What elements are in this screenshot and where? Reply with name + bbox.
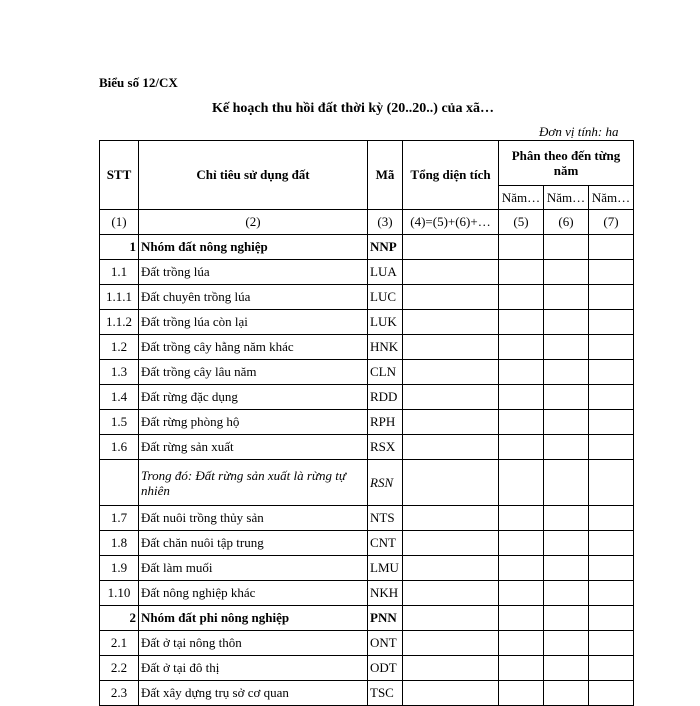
row-year-2 — [544, 285, 589, 310]
row-name: Đất trồng cây hằng năm khác — [139, 335, 368, 360]
row-name: Đất trồng lúa còn lại — [139, 310, 368, 335]
row-year-2 — [544, 506, 589, 531]
col-number: (7) — [589, 210, 634, 235]
header-total-area: Tổng diện tích — [403, 141, 499, 210]
table-row — [100, 506, 634, 531]
row-year-1 — [499, 606, 544, 631]
row-stt: 1.6 — [100, 435, 139, 460]
row-year-2 — [544, 385, 589, 410]
row-stt: 1.9 — [100, 556, 139, 581]
header-year-2: Năm… — [544, 186, 589, 210]
row-code: ODT — [368, 656, 403, 681]
land-recovery-table — [99, 140, 634, 706]
unit-label: Đơn vị tính: ha — [539, 124, 619, 139]
row-year-2 — [544, 335, 589, 360]
row-total — [403, 581, 499, 606]
row-code: HNK — [368, 335, 403, 360]
row-year-2 — [544, 235, 589, 260]
row-year-2 — [544, 435, 589, 460]
row-code: LUA — [368, 260, 403, 285]
row-year-3 — [589, 410, 634, 435]
row-year-1 — [499, 556, 544, 581]
row-stt: 1.1.2 — [100, 310, 139, 335]
row-stt: 2.3 — [100, 681, 139, 706]
table-row — [100, 556, 634, 581]
row-code: NNP — [368, 235, 403, 260]
row-year-3 — [589, 556, 634, 581]
row-total — [403, 285, 499, 310]
table-row — [100, 335, 634, 360]
row-year-1 — [499, 506, 544, 531]
row-stt: 1.5 — [100, 410, 139, 435]
col-number: (1) — [100, 210, 139, 235]
row-stt: 2.2 — [100, 656, 139, 681]
row-code: ONT — [368, 631, 403, 656]
row-year-3 — [589, 681, 634, 706]
table-row — [100, 260, 634, 285]
col-number: (5) — [499, 210, 544, 235]
row-total — [403, 606, 499, 631]
table-row — [100, 235, 634, 260]
row-year-3 — [589, 581, 634, 606]
row-total — [403, 410, 499, 435]
row-year-1 — [499, 581, 544, 606]
row-stt: 1.4 — [100, 385, 139, 410]
row-total — [403, 656, 499, 681]
row-year-1 — [499, 385, 544, 410]
row-name: Đất ở tại đô thị — [139, 656, 368, 681]
row-year-2 — [544, 631, 589, 656]
row-year-1 — [499, 360, 544, 385]
row-stt: 1.3 — [100, 360, 139, 385]
row-year-1 — [499, 410, 544, 435]
row-year-3 — [589, 285, 634, 310]
row-total — [403, 310, 499, 335]
row-code: LUK — [368, 310, 403, 335]
row-stt: 1 — [100, 235, 139, 260]
header-code: Mã — [368, 141, 403, 210]
row-year-1 — [499, 435, 544, 460]
row-stt: 1.8 — [100, 531, 139, 556]
row-year-3 — [589, 335, 634, 360]
document-title: Kế hoạch thu hồi đất thời kỳ (20..20..) của xã… — [212, 101, 494, 116]
row-name: Đất xây dựng trụ sở cơ quan — [139, 681, 368, 706]
row-year-2 — [544, 656, 589, 681]
row-year-3 — [589, 260, 634, 285]
header-indicator: Chỉ tiêu sử dụng đất — [139, 141, 368, 210]
header-year-split: Phân theo đến từng năm — [499, 141, 634, 186]
row-total — [403, 385, 499, 410]
column-number-row — [100, 210, 634, 235]
row-year-1 — [499, 335, 544, 360]
row-year-3 — [589, 310, 634, 335]
row-name: Đất rừng đặc dụng — [139, 385, 368, 410]
table-row — [100, 460, 634, 506]
row-code: RSX — [368, 435, 403, 460]
row-stt: 1.1 — [100, 260, 139, 285]
form-code: Biểu số 12/CX — [99, 75, 178, 90]
row-year-2 — [544, 581, 589, 606]
row-name: Đất chăn nuôi tập trung — [139, 531, 368, 556]
row-year-3 — [589, 631, 634, 656]
row-year-1 — [499, 310, 544, 335]
header-year-1: Năm… — [499, 186, 544, 210]
row-code: CNT — [368, 531, 403, 556]
col-number: (3) — [368, 210, 403, 235]
row-year-1 — [499, 260, 544, 285]
row-stt: 2.1 — [100, 631, 139, 656]
row-year-3 — [589, 385, 634, 410]
row-name: Trong đó: Đất rừng sản xuất là rừng tự nhiên — [139, 460, 368, 506]
row-name: Đất làm muối — [139, 556, 368, 581]
row-name: Đất chuyên trồng lúa — [139, 285, 368, 310]
row-year-3 — [589, 460, 634, 506]
row-year-2 — [544, 531, 589, 556]
row-year-3 — [589, 435, 634, 460]
row-year-1 — [499, 681, 544, 706]
row-name: Đất rừng phòng hộ — [139, 410, 368, 435]
row-year-2 — [544, 606, 589, 631]
row-total — [403, 506, 499, 531]
table-row — [100, 631, 634, 656]
row-code: PNN — [368, 606, 403, 631]
row-stt: 1.2 — [100, 335, 139, 360]
row-total — [403, 631, 499, 656]
row-code: LMU — [368, 556, 403, 581]
table-row — [100, 310, 634, 335]
row-year-2 — [544, 310, 589, 335]
row-total — [403, 681, 499, 706]
row-total — [403, 460, 499, 506]
header-stt: STT — [100, 141, 139, 210]
table-row — [100, 410, 634, 435]
row-name: Đất nuôi trồng thủy sản — [139, 506, 368, 531]
col-number: (4)=(5)+(6)+… — [403, 210, 499, 235]
row-year-2 — [544, 556, 589, 581]
row-name: Đất ở tại nông thôn — [139, 631, 368, 656]
table-row — [100, 360, 634, 385]
row-code: RDD — [368, 385, 403, 410]
row-year-2 — [544, 460, 589, 506]
row-name: Nhóm đất phi nông nghiệp — [139, 606, 368, 631]
row-total — [403, 335, 499, 360]
row-year-2 — [544, 260, 589, 285]
row-total — [403, 360, 499, 385]
row-year-1 — [499, 235, 544, 260]
col-number: (6) — [544, 210, 589, 235]
row-year-1 — [499, 531, 544, 556]
row-name: Đất trồng cây lâu năm — [139, 360, 368, 385]
table-row — [100, 681, 634, 706]
table-row — [100, 531, 634, 556]
row-year-3 — [589, 656, 634, 681]
row-name: Đất nông nghiệp khác — [139, 581, 368, 606]
row-year-2 — [544, 681, 589, 706]
row-year-3 — [589, 606, 634, 631]
row-total — [403, 531, 499, 556]
row-stt: 1.10 — [100, 581, 139, 606]
table-row — [100, 435, 634, 460]
row-code: TSC — [368, 681, 403, 706]
row-year-2 — [544, 360, 589, 385]
row-stt — [100, 460, 139, 506]
table-row — [100, 385, 634, 410]
header-year-3: Năm… — [589, 186, 634, 210]
row-total — [403, 435, 499, 460]
row-code: RSN — [368, 460, 403, 506]
row-name: Đất rừng sản xuất — [139, 435, 368, 460]
row-code: CLN — [368, 360, 403, 385]
row-year-1 — [499, 285, 544, 310]
table-row — [100, 285, 634, 310]
row-year-1 — [499, 460, 544, 506]
row-code: NTS — [368, 506, 403, 531]
table-row — [100, 656, 634, 681]
col-number: (2) — [139, 210, 368, 235]
row-code: NKH — [368, 581, 403, 606]
row-name: Đất trồng lúa — [139, 260, 368, 285]
row-year-3 — [589, 506, 634, 531]
row-year-1 — [499, 631, 544, 656]
row-year-3 — [589, 531, 634, 556]
row-stt: 1.7 — [100, 506, 139, 531]
row-year-1 — [499, 656, 544, 681]
row-code: LUC — [368, 285, 403, 310]
row-stt: 2 — [100, 606, 139, 631]
row-stt: 1.1.1 — [100, 285, 139, 310]
row-year-2 — [544, 410, 589, 435]
row-total — [403, 235, 499, 260]
row-year-3 — [589, 360, 634, 385]
row-name: Nhóm đất nông nghiệp — [139, 235, 368, 260]
table-row — [100, 581, 634, 606]
row-year-3 — [589, 235, 634, 260]
table-row — [100, 606, 634, 631]
row-total — [403, 556, 499, 581]
row-code: RPH — [368, 410, 403, 435]
row-total — [403, 260, 499, 285]
